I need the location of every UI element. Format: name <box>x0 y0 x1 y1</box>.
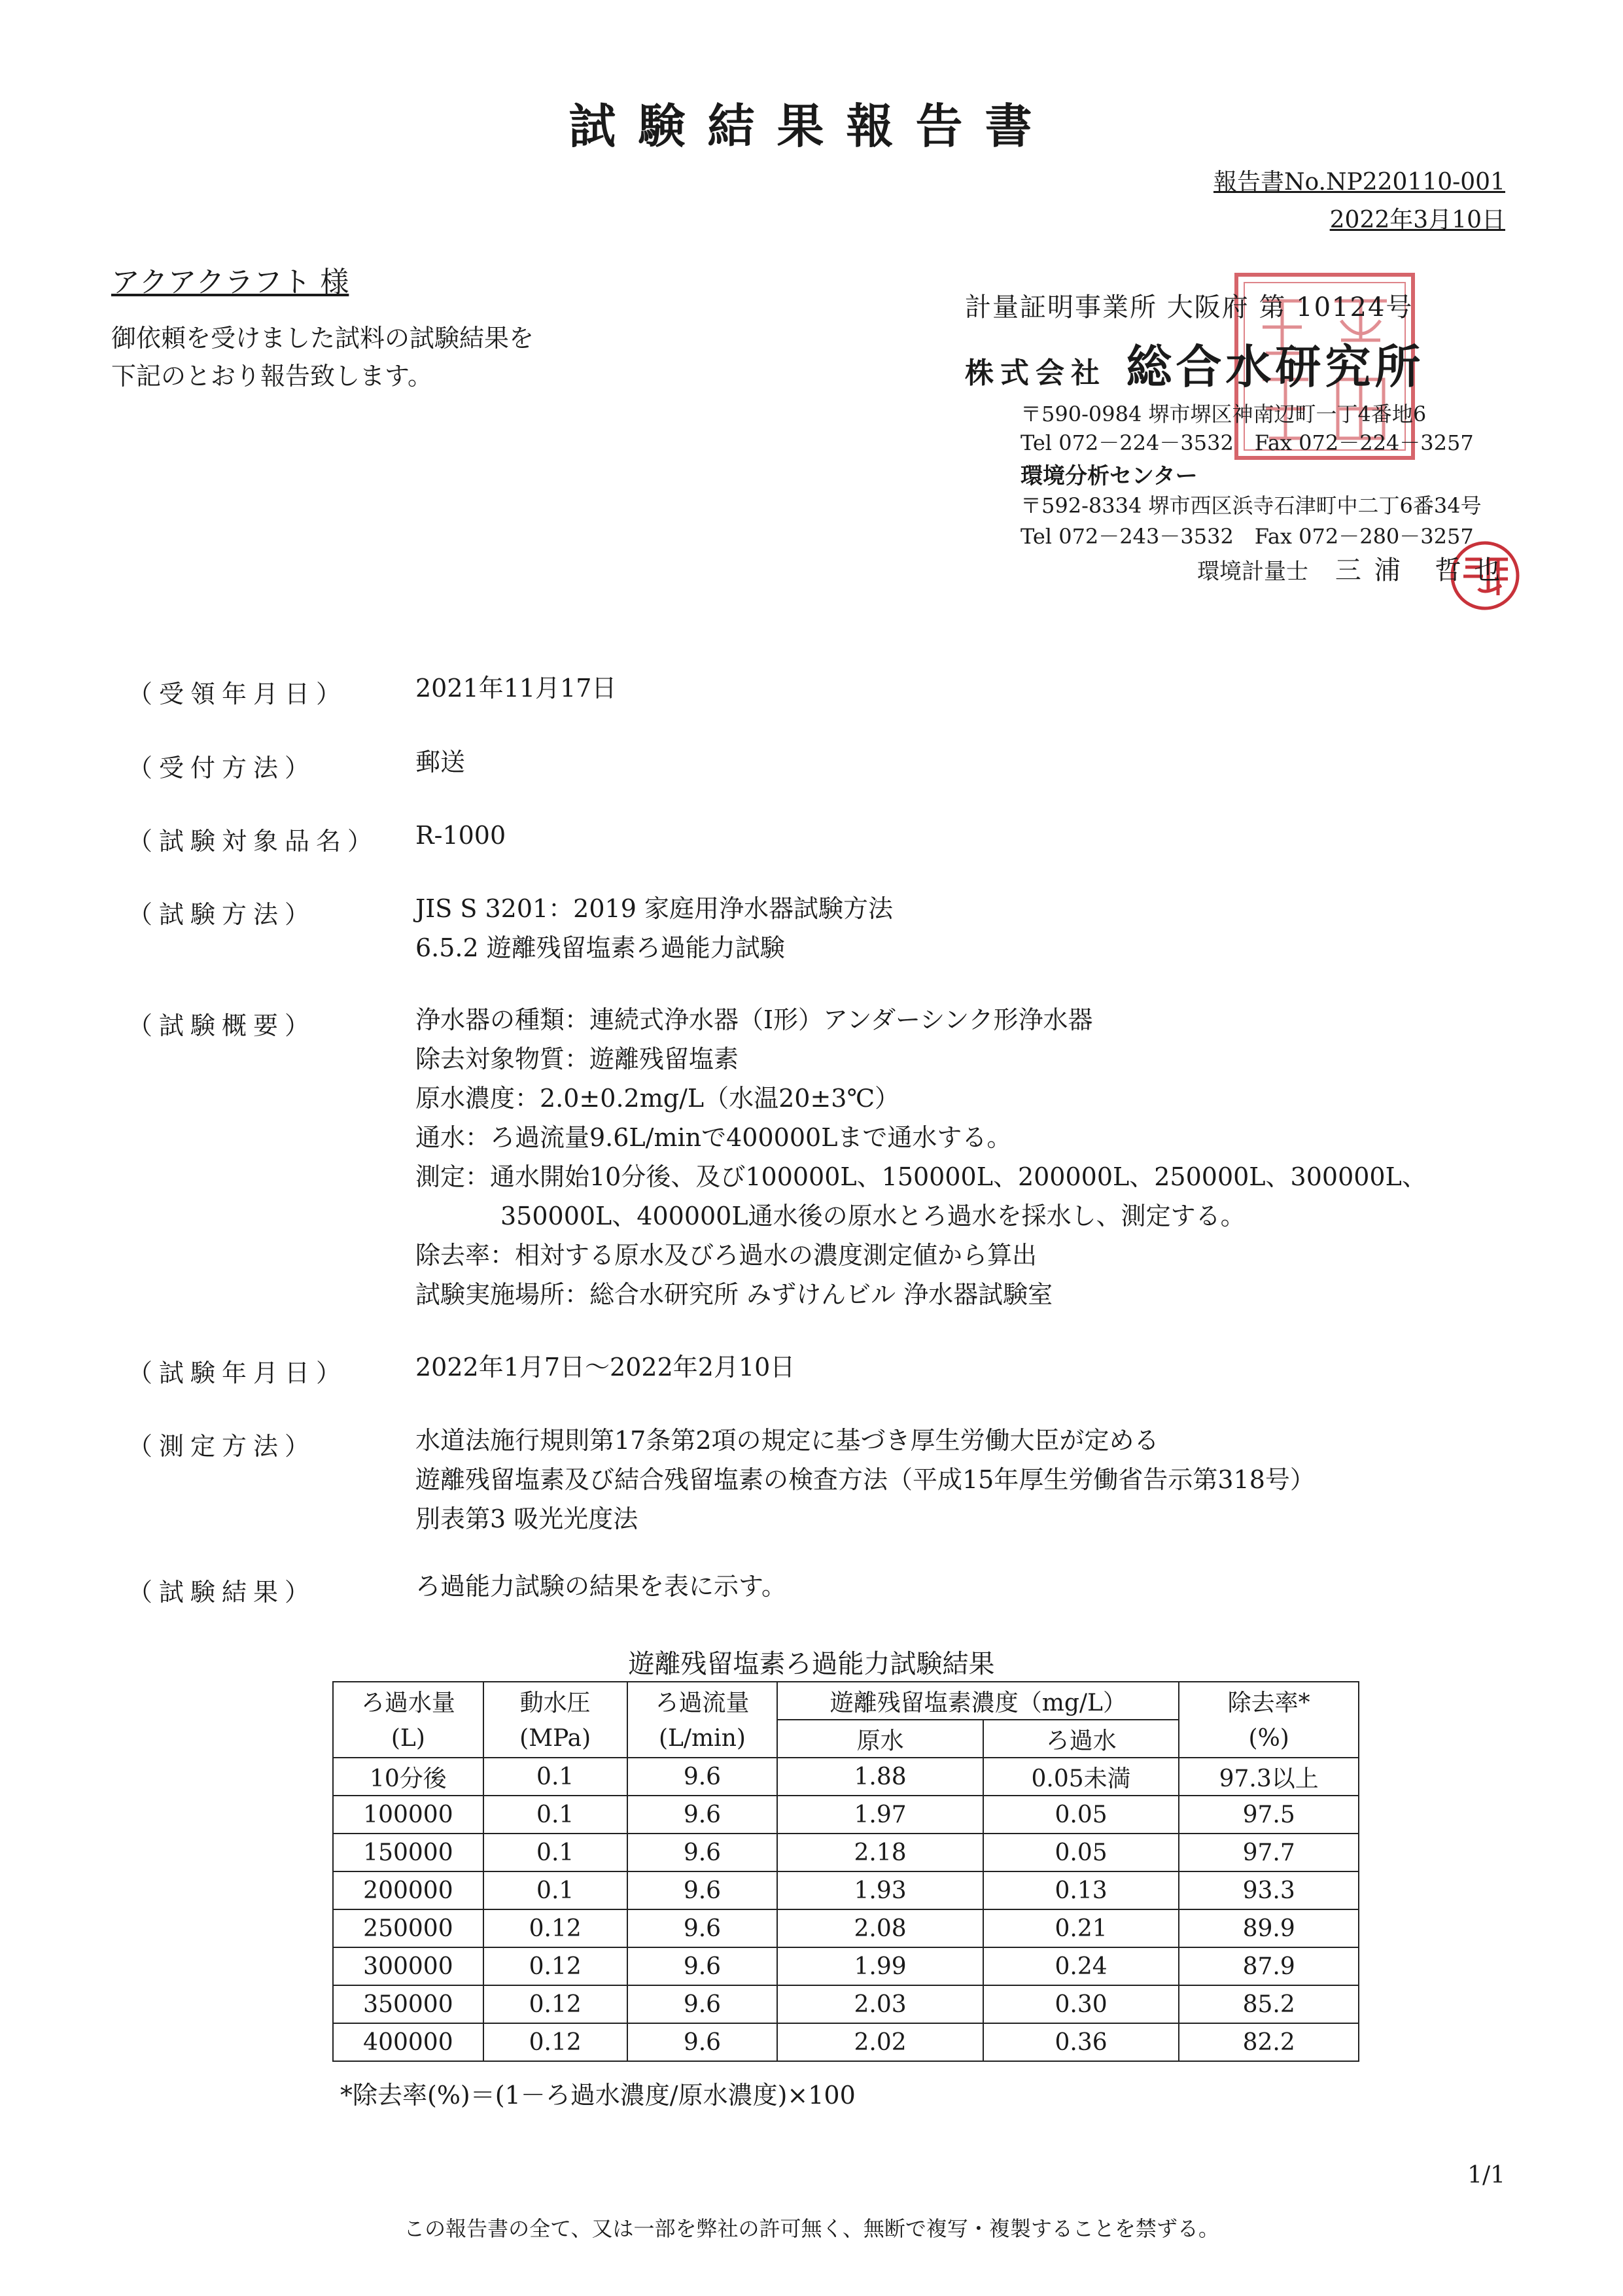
table-row <box>333 1985 1359 2023</box>
summary-line: 原水濃度：2.0±0.2mg/L（水温20±3℃） <box>415 1084 899 1113</box>
analysis-center-name: 環境分析センター <box>1021 463 1198 489</box>
header-raw-water: 原水 <box>777 1720 983 1758</box>
cell-pressure: 0.12 <box>483 2023 627 2061</box>
cell-filtered: 0.24 <box>983 1947 1179 1985</box>
cell-raw: 2.03 <box>777 1985 983 2023</box>
page-number: 1/1 <box>1467 2162 1505 2189</box>
company-name <box>965 330 1424 396</box>
cell-flow: 9.6 <box>627 1834 778 1871</box>
certification-line: 計量証明事業所 大阪府 第 10124号 <box>965 292 1414 322</box>
cell-raw: 1.88 <box>777 1758 983 1796</box>
cell-pressure: 0.1 <box>483 1796 627 1834</box>
summary-line: 試験実施場所：総合水研究所 みずけんビル 浄水器試験室 <box>415 1280 1053 1309</box>
header-removal: 除去率* <box>1179 1682 1359 1720</box>
table-row <box>333 1834 1359 1871</box>
analyst-name: 三浦 哲也 <box>1335 555 1514 585</box>
cell-volume: 200000 <box>333 1871 483 1909</box>
cell-volume: 350000 <box>333 1985 483 2023</box>
cell-flow: 9.6 <box>627 1871 778 1909</box>
intro-text <box>111 319 534 395</box>
cell-removal: 97.3以上 <box>1179 1758 1359 1796</box>
field-value-test-results: ろ過能力試験の結果を表に示す。 <box>415 1572 786 1601</box>
cell-raw: 2.02 <box>777 2023 983 2061</box>
test-method-line: 6.5.2 遊離残留塩素ろ過能力試験 <box>415 933 785 962</box>
table-row <box>333 2023 1359 2061</box>
header-flow: ろ過流量 <box>627 1682 778 1720</box>
document-title: 試験結果報告書 <box>568 98 1055 154</box>
cell-pressure: 0.1 <box>483 1758 627 1796</box>
cell-filtered: 0.30 <box>983 1985 1179 2023</box>
field-label-product-name: （試験対象品名） <box>128 827 379 856</box>
report-number: 報告書No.NP220110-001 <box>1213 169 1505 196</box>
cell-pressure: 0.12 <box>483 1947 627 1985</box>
cell-flow: 9.6 <box>627 2023 778 2061</box>
removal-rate-footnote: *除去率(%)＝(1－ろ過水濃度/原水濃度)×100 <box>340 2081 856 2110</box>
header-pressure: 動水圧 <box>483 1682 627 1720</box>
header-concentration: 遊離残留塩素濃度（mg/L） <box>777 1682 1179 1720</box>
header-pressure-unit: (MPa) <box>483 1720 627 1758</box>
analyst <box>1197 549 1514 587</box>
cell-filtered: 0.13 <box>983 1871 1179 1909</box>
cell-flow: 9.6 <box>627 1758 778 1796</box>
header-filtered-water: ろ過水 <box>983 1720 1179 1758</box>
measurement-line: 別表第3 吸光光度法 <box>415 1505 638 1533</box>
table-row <box>333 1947 1359 1985</box>
cell-volume: 400000 <box>333 2023 483 2061</box>
cell-raw: 2.18 <box>777 1834 983 1871</box>
cell-flow: 9.6 <box>627 1985 778 2023</box>
test-method-line: JIS S 3201：2019 家庭用浄水器試験方法 <box>415 894 893 923</box>
header-removal-unit: (%) <box>1179 1720 1359 1758</box>
cell-flow: 9.6 <box>627 1796 778 1834</box>
cell-removal: 89.9 <box>1179 1909 1359 1947</box>
center-address: 〒592-8334 堺市西区浜寺石津町中二丁6番34号 <box>1021 493 1482 518</box>
field-label-test-results: （試験結果） <box>128 1578 317 1607</box>
head-office-phone: Tel 072－224－3532 Fax 072－224－3257 <box>1021 430 1474 455</box>
cell-raw: 1.93 <box>777 1871 983 1909</box>
field-label-receipt-method: （受付方法） <box>128 754 317 782</box>
cell-removal: 87.9 <box>1179 1947 1359 1985</box>
summary-line: 350000L、400000L通水後の原水とろ過水を採水し、測定する。 <box>500 1202 1246 1230</box>
cell-raw: 1.97 <box>777 1796 983 1834</box>
cell-filtered: 0.05未満 <box>983 1758 1179 1796</box>
field-value-test-summary <box>415 1000 1427 1314</box>
cell-pressure: 0.12 <box>483 1909 627 1947</box>
header-volume: ろ過水量 <box>333 1682 483 1720</box>
intro-line: 下記のとおり報告致します。 <box>111 362 432 391</box>
cell-raw: 1.99 <box>777 1947 983 1985</box>
cell-pressure: 0.1 <box>483 1834 627 1871</box>
cell-flow: 9.6 <box>627 1909 778 1947</box>
table-title: 遊離残留塩素ろ過能力試験結果 <box>628 1649 995 1679</box>
field-value-product-name: R-1000 <box>415 821 506 850</box>
summary-line: 浄水器の種類：連続式浄水器（I形）アンダーシンク形浄水器 <box>415 1005 1093 1034</box>
summary-line: 測定：通水開始10分後、及び100000L、150000L、200000L、250000L、300000L、 <box>415 1162 1427 1191</box>
header-volume-unit: (L) <box>333 1720 483 1758</box>
analyst-title: 環境計量士 <box>1197 559 1308 585</box>
field-label-test-summary: （試験概要） <box>128 1011 317 1040</box>
cell-removal: 97.7 <box>1179 1834 1359 1871</box>
measurement-line: 水道法施行規則第17条第2項の規定に基づき厚生労働大臣が定める <box>415 1426 1159 1455</box>
center-phone: Tel 072－243－3532 Fax 072－280－3257 <box>1021 524 1474 549</box>
table-row <box>333 1909 1359 1947</box>
cell-removal: 97.5 <box>1179 1796 1359 1834</box>
table-row <box>333 1871 1359 1909</box>
cell-volume: 100000 <box>333 1796 483 1834</box>
cell-filtered: 0.05 <box>983 1834 1179 1871</box>
cell-volume: 150000 <box>333 1834 483 1871</box>
field-value-received-date: 2021年11月17日 <box>415 674 617 703</box>
intro-line: 御依頼を受けました試料の試験結果を <box>111 324 534 353</box>
field-label-measurement-method: （測定方法） <box>128 1432 317 1461</box>
summary-line: 除去率：相対する原水及びろ過水の濃度測定値から算出 <box>415 1241 1038 1270</box>
table-row <box>333 1758 1359 1796</box>
cell-removal: 85.2 <box>1179 1985 1359 2023</box>
header-flow-unit: (L/min) <box>627 1720 778 1758</box>
cell-raw: 2.08 <box>777 1909 983 1947</box>
cell-volume: 300000 <box>333 1947 483 1985</box>
field-label-test-method: （試験方法） <box>128 900 317 929</box>
field-value-receipt-method: 郵送 <box>415 748 466 776</box>
summary-line: 除去対象物質：遊離残留塩素 <box>415 1045 739 1073</box>
field-value-test-method <box>415 889 893 967</box>
cell-filtered: 0.05 <box>983 1796 1179 1834</box>
cell-filtered: 0.21 <box>983 1909 1179 1947</box>
field-label-received-date: （受領年月日） <box>128 680 348 708</box>
cell-flow: 9.6 <box>627 1947 778 1985</box>
cell-pressure: 0.12 <box>483 1985 627 2023</box>
head-office-address: 〒590-0984 堺市堺区神南辺町一丁4番地6 <box>1021 402 1427 426</box>
table-row <box>333 1796 1359 1834</box>
summary-line: 通水：ろ過流量9.6L/minで400000Lまで通水する。 <box>415 1123 1012 1152</box>
field-label-test-dates: （試験年月日） <box>128 1359 348 1387</box>
results-table <box>332 1681 1359 2062</box>
copyright-footer: この報告書の全て、又は一部を弊社の許可無く、無断で複写・複製することを禁ずる。 <box>404 2216 1219 2241</box>
cell-filtered: 0.36 <box>983 2023 1179 2061</box>
field-value-measurement-method <box>415 1421 1315 1539</box>
measurement-line: 遊離残留塩素及び結合残留塩素の検査方法（平成15年厚生労働省告示第318号） <box>415 1465 1315 1494</box>
cell-removal: 82.2 <box>1179 2023 1359 2061</box>
company-main-name: 総合水研究所 <box>1126 339 1425 394</box>
cell-pressure: 0.1 <box>483 1871 627 1909</box>
company-prefix: 株式会社 <box>965 357 1106 390</box>
cell-removal: 93.3 <box>1179 1871 1359 1909</box>
cell-volume: 10分後 <box>333 1758 483 1796</box>
report-date: 2022年3月10日 <box>1329 207 1505 234</box>
field-value-test-dates: 2022年1月7日～2022年2月10日 <box>415 1353 795 1382</box>
client-name: アクアクラフト 様 <box>111 266 349 299</box>
cell-volume: 250000 <box>333 1909 483 1947</box>
